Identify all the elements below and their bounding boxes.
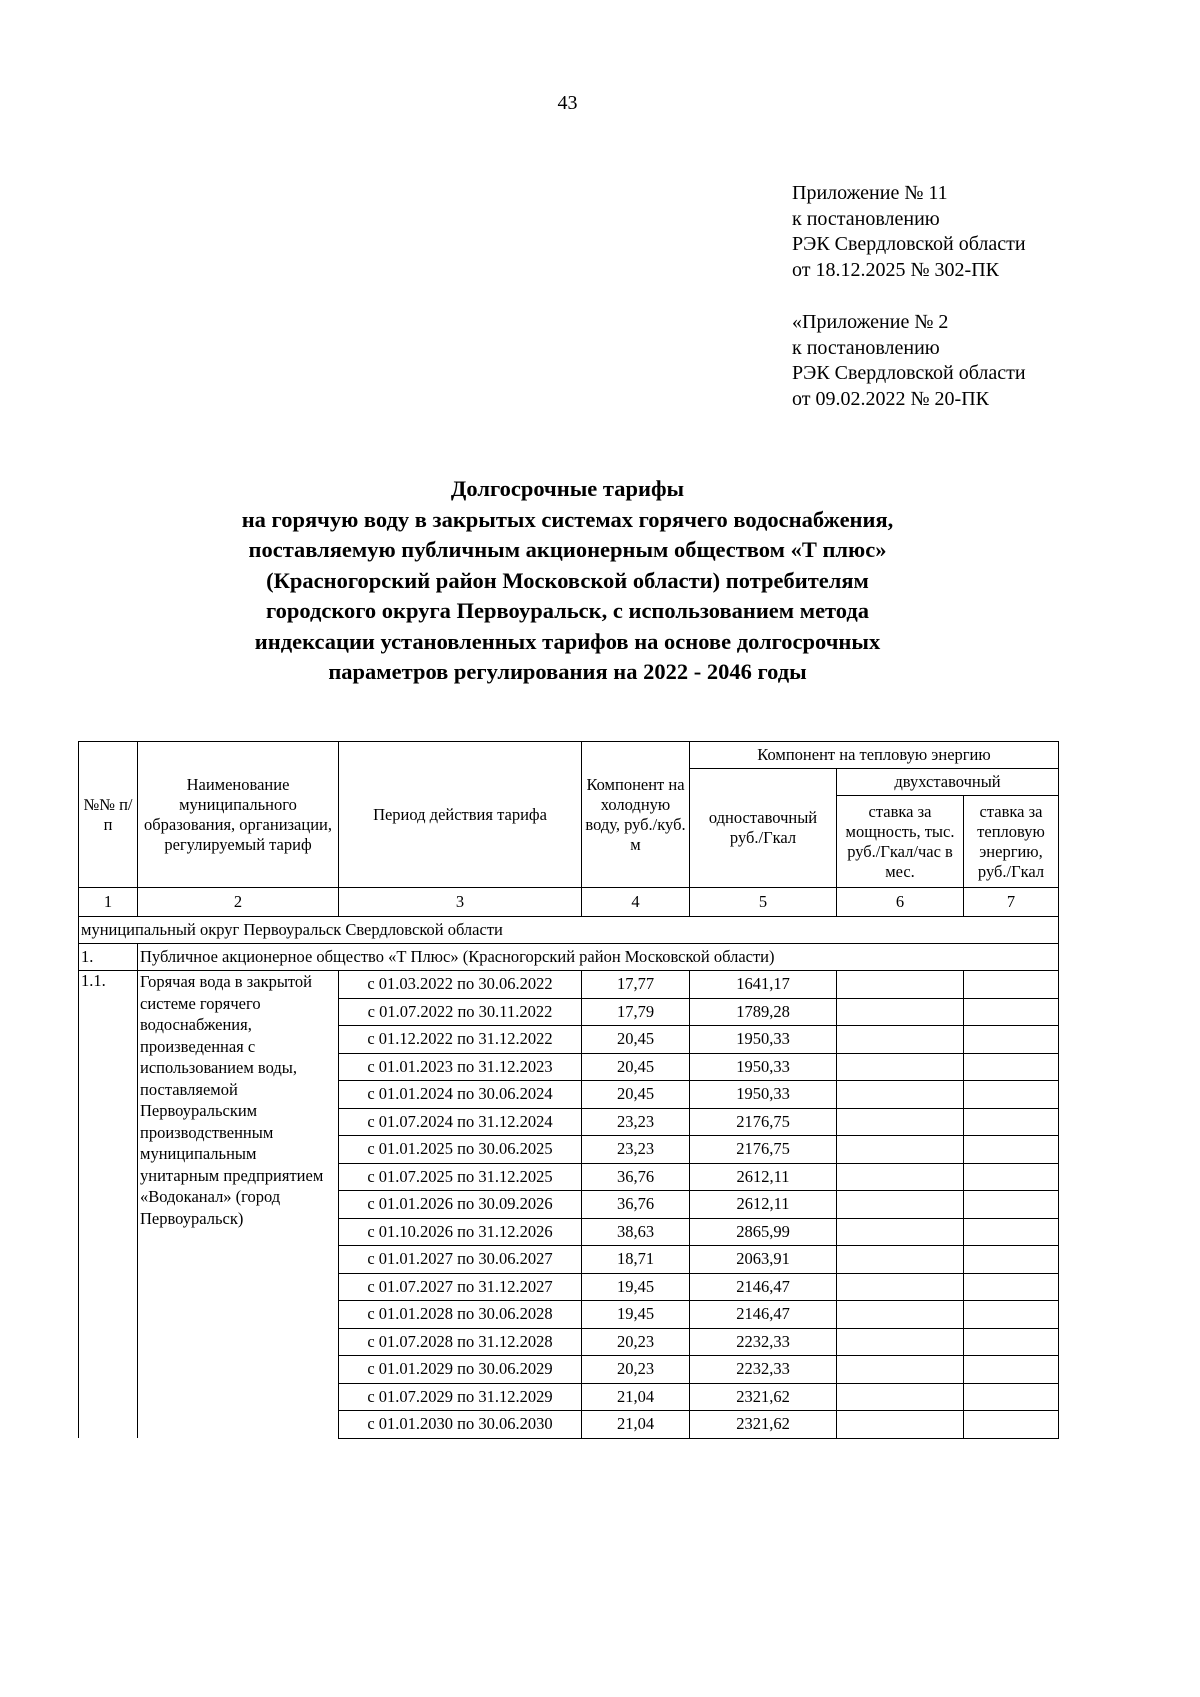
appendix-line: Приложение № 11	[792, 182, 948, 204]
appendix-line: от 09.02.2022 № 20-ПК	[792, 387, 990, 410]
cold-water-cell: 17,77	[582, 971, 690, 999]
title-line: параметров регулирования на 2022 - 2046 годы	[328, 659, 807, 684]
power-rate-cell	[837, 998, 964, 1026]
document-title	[0, 474, 1135, 688]
power-rate-cell	[837, 1246, 964, 1274]
period-cell: с 01.12.2022 по 31.12.2022	[339, 1026, 582, 1054]
single-rate-cell: 2232,33	[690, 1356, 837, 1384]
power-rate-cell	[837, 1136, 964, 1164]
energy-rate-cell	[964, 971, 1059, 999]
period-cell: с 01.10.2026 по 31.12.2026	[339, 1218, 582, 1246]
period-cell: с 01.01.2028 по 30.06.2028	[339, 1301, 582, 1329]
period-cell: с 01.01.2026 по 30.09.2026	[339, 1191, 582, 1219]
item-number: 1.1.	[79, 971, 138, 1439]
title-line: (Красногорский район Московской области) потребителям	[266, 567, 869, 593]
energy-rate-cell	[964, 1053, 1059, 1081]
power-rate-cell	[837, 1328, 964, 1356]
col-number: 2	[138, 888, 339, 917]
org-name: Публичное акционерное общество «Т Плюс» (Красногорский район Московской области)	[138, 944, 1059, 971]
single-rate-cell: 2063,91	[690, 1246, 837, 1274]
period-cell: с 01.07.2028 по 31.12.2028	[339, 1328, 582, 1356]
cold-water-cell: 17,79	[582, 998, 690, 1026]
header-single: одноставочный руб./Гкал	[690, 769, 837, 888]
period-cell: с 01.01.2030 по 30.06.2030	[339, 1411, 582, 1439]
region-row: муниципальный округ Первоуральск Свердловской области	[79, 917, 1059, 944]
energy-rate-cell	[964, 1191, 1059, 1219]
power-rate-cell	[837, 1218, 964, 1246]
power-rate-cell	[837, 1081, 964, 1109]
cold-water-cell: 21,04	[582, 1383, 690, 1411]
cold-water-cell: 36,76	[582, 1163, 690, 1191]
cold-water-cell: 23,23	[582, 1136, 690, 1164]
single-rate-cell: 1641,17	[690, 971, 837, 999]
title-line: индексации установленных тарифов на основе долгосрочных	[254, 628, 881, 654]
single-rate-cell: 2232,33	[690, 1328, 837, 1356]
cold-water-cell: 19,45	[582, 1273, 690, 1301]
power-rate-cell	[837, 971, 964, 999]
header-energy: ставка за тепловую энергию, руб./Гкал	[964, 796, 1059, 888]
period-cell: с 01.07.2027 по 31.12.2027	[339, 1273, 582, 1301]
appendix-line: к постановлению	[792, 207, 940, 230]
power-rate-cell	[837, 1356, 964, 1384]
cold-water-cell: 38,63	[582, 1218, 690, 1246]
period-cell: с 01.07.2022 по 30.11.2022	[339, 998, 582, 1026]
power-rate-cell	[837, 1273, 964, 1301]
column-number-row	[79, 888, 1059, 917]
power-rate-cell	[837, 1411, 964, 1439]
cold-water-cell: 20,23	[582, 1328, 690, 1356]
cold-water-cell: 21,04	[582, 1411, 690, 1439]
cold-water-cell: 19,45	[582, 1301, 690, 1329]
energy-rate-cell	[964, 1301, 1059, 1329]
period-cell: с 01.01.2025 по 30.06.2025	[339, 1136, 582, 1164]
period-cell: с 01.07.2024 по 31.12.2024	[339, 1108, 582, 1136]
page-number: 43	[557, 92, 578, 114]
single-rate-cell: 2176,75	[690, 1136, 837, 1164]
header-num: №№ п/п	[79, 742, 138, 888]
col-number: 5	[690, 888, 837, 917]
header-name: Наименование муниципального образования, организации, регулируемый тариф	[138, 742, 339, 888]
header-cold: Компонент на холодную воду, руб./куб. м	[582, 742, 690, 888]
single-rate-cell: 2146,47	[690, 1273, 837, 1301]
single-rate-cell: 2612,11	[690, 1191, 837, 1219]
appendix-line: «Приложение № 2	[792, 311, 949, 333]
single-rate-cell: 1789,28	[690, 998, 837, 1026]
single-rate-cell: 1950,33	[690, 1026, 837, 1054]
single-rate-cell: 1950,33	[690, 1053, 837, 1081]
power-rate-cell	[837, 1163, 964, 1191]
title-line: городского округа Первоуральск, с использованием метода	[265, 598, 870, 623]
single-rate-cell: 1950,33	[690, 1081, 837, 1109]
cold-water-cell: 20,45	[582, 1081, 690, 1109]
single-rate-cell: 2321,62	[690, 1411, 837, 1439]
header-heat: Компонент на тепловую энергию	[690, 742, 1059, 769]
org-number: 1.	[79, 944, 138, 971]
power-rate-cell	[837, 1026, 964, 1054]
power-rate-cell	[837, 1301, 964, 1329]
cold-water-cell: 23,23	[582, 1108, 690, 1136]
energy-rate-cell	[964, 1356, 1059, 1384]
energy-rate-cell	[964, 1328, 1059, 1356]
title-line: на горячую воду в закрытых системах горячего водоснабжения,	[241, 506, 894, 532]
energy-rate-cell	[964, 1136, 1059, 1164]
title-line: поставляемую публичным акционерным обществом «Т плюс»	[248, 537, 887, 562]
title-line: Долгосрочные тарифы	[450, 476, 685, 501]
cold-water-cell: 36,76	[582, 1191, 690, 1219]
col-number: 6	[837, 888, 964, 917]
appendix-line: к постановлению	[792, 336, 940, 359]
header-period: Период действия тарифа	[339, 742, 582, 888]
single-rate-cell: 2146,47	[690, 1301, 837, 1329]
period-cell: с 01.01.2023 по 31.12.2023	[339, 1053, 582, 1081]
period-cell: с 01.01.2024 по 30.06.2024	[339, 1081, 582, 1109]
energy-rate-cell	[964, 998, 1059, 1026]
period-cell: с 01.01.2027 по 30.06.2027	[339, 1246, 582, 1274]
single-rate-cell: 2612,11	[690, 1163, 837, 1191]
appendix-line: РЭК Свердловской области	[792, 362, 1026, 384]
cold-water-cell: 20,23	[582, 1356, 690, 1384]
energy-rate-cell	[964, 1218, 1059, 1246]
energy-rate-cell	[964, 1108, 1059, 1136]
table-row	[79, 971, 1059, 999]
power-rate-cell	[837, 1383, 964, 1411]
energy-rate-cell	[964, 1273, 1059, 1301]
col-number: 3	[339, 888, 582, 917]
appendix-line: РЭК Свердловской области	[792, 233, 1026, 255]
single-rate-cell: 2321,62	[690, 1383, 837, 1411]
period-cell: с 01.07.2029 по 31.12.2029	[339, 1383, 582, 1411]
header-double: двухставочный	[837, 769, 1059, 796]
appendix-block-1	[792, 181, 1026, 283]
period-cell: с 01.03.2022 по 30.06.2022	[339, 971, 582, 999]
cold-water-cell: 20,45	[582, 1026, 690, 1054]
period-cell: с 01.01.2029 по 30.06.2029	[339, 1356, 582, 1384]
power-rate-cell	[837, 1108, 964, 1136]
energy-rate-cell	[964, 1081, 1059, 1109]
single-rate-cell: 2865,99	[690, 1218, 837, 1246]
appendix-line: от 18.12.2025 № 302-ПК	[792, 258, 1000, 281]
cold-water-cell: 20,45	[582, 1053, 690, 1081]
cold-water-cell: 18,71	[582, 1246, 690, 1274]
energy-rate-cell	[964, 1246, 1059, 1274]
energy-rate-cell	[964, 1383, 1059, 1411]
col-number: 1	[79, 888, 138, 917]
power-rate-cell	[837, 1053, 964, 1081]
single-rate-cell: 2176,75	[690, 1108, 837, 1136]
tariff-table	[78, 741, 1059, 1439]
period-cell: с 01.07.2025 по 31.12.2025	[339, 1163, 582, 1191]
item-name: Горячая вода в закрытой системе горячего водоснабжения, произведенная с использованием воды, поставляемой Первоуральским производственным муниципальным унитарным предприятием «Водоканал» (город Первоуральск)	[138, 971, 339, 1439]
col-number: 7	[964, 888, 1059, 917]
energy-rate-cell	[964, 1026, 1059, 1054]
appendix-block-2	[792, 310, 1026, 412]
energy-rate-cell	[964, 1411, 1059, 1439]
header-power: ставка за мощность, тыс. руб./Гкал/час в мес.	[837, 796, 964, 888]
power-rate-cell	[837, 1191, 964, 1219]
col-number: 4	[582, 888, 690, 917]
energy-rate-cell	[964, 1163, 1059, 1191]
